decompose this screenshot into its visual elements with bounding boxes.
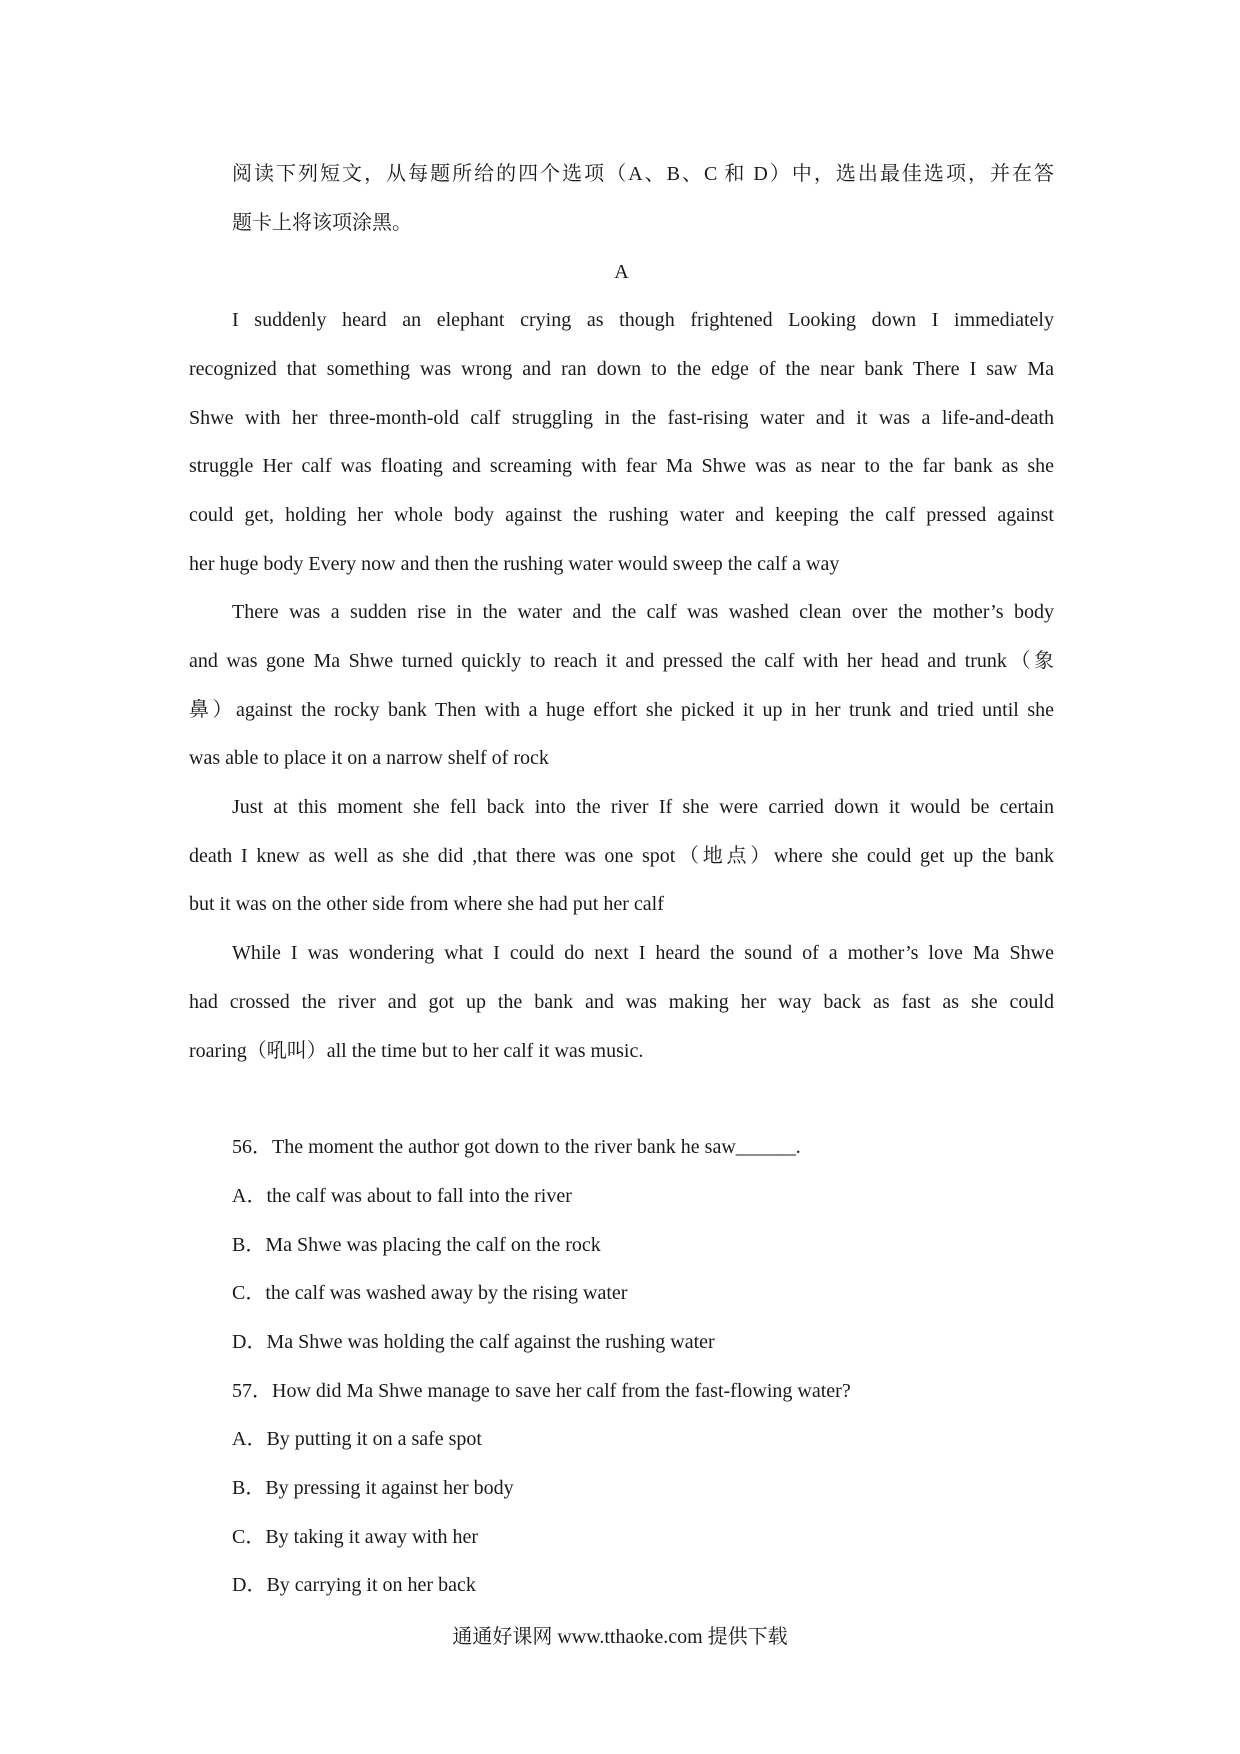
question-57-option-c: C．By taking it away with her [232,1526,479,1548]
question-56-stem: 56．The moment the author got down to the river bank he saw______. [232,1136,801,1158]
passage-line: 鼻）against the rocky bank Then with a huge effort she picked it up in her trunk and tried until she [189,699,1054,721]
instructions-line-2: 题卡上将该项涂黑。 [232,212,412,234]
passage-line: but it was on the other side from where she had put her calf [189,893,664,915]
passage-line: and was gone Ma Shwe turned quickly to reach it and pressed the calf with her head and trunk（象 [189,650,1054,672]
passage-line: I suddenly heard an elephant crying as though frightened Looking down I immediately [232,309,1054,331]
question-56-option-a: A．the calf was about to fall into the river [232,1185,572,1207]
instructions-line-1: 阅读下列短文，从每题所给的四个选项（A、B、C 和 D）中，选出最佳选项，并在答 [232,163,1054,185]
passage-line: had crossed the river and got up the bank and was making her way back as fast as she could [189,991,1054,1013]
question-56-option-c: C．the calf was washed away by the rising water [232,1282,628,1304]
passage-line: her huge body Every now and then the rushing water would sweep the calf a way [189,553,840,575]
passage-line: While I was wondering what I could do next I heard the sound of a mother’s love Ma Shwe [232,942,1054,964]
question-57-stem: 57．How did Ma Shwe manage to save her calf from the fast-flowing water? [232,1380,851,1402]
passage-title: A [614,261,629,283]
passage-line: There was a sudden rise in the water and the calf was washed clean over the mother’s body [232,601,1054,623]
passage-line: was able to place it on a narrow shelf of rock [189,747,549,769]
passage-line: Just at this moment she fell back into the river If she were carried down it would be certain [232,796,1054,818]
question-56-option-b: B．Ma Shwe was placing the calf on the rock [232,1234,601,1256]
question-57-option-b: B．By pressing it against her body [232,1477,514,1499]
passage-line: struggle Her calf was floating and screaming with fear Ma Shwe was as near to the far bank as she [189,455,1054,477]
passage-line: recognized that something was wrong and ran down to the edge of the near bank There I saw Ma [189,358,1054,380]
question-57-option-d: D．By carrying it on her back [232,1574,476,1596]
passage-line: death I knew as well as she did ,that there was one spot（地点）where she could get up the bank [189,845,1054,867]
question-57-option-a: A．By putting it on a safe spot [232,1428,482,1450]
passage-line: roaring（吼叫）all the time but to her calf it was music. [189,1040,644,1062]
passage-line: could get, holding her whole body against the rushing water and keeping the calf pressed against [189,504,1054,526]
question-56-option-d: D．Ma Shwe was holding the calf against the rushing water [232,1331,715,1353]
page-footer: 通通好课网 www.tthaoke.com 提供下载 [452,1626,788,1648]
passage-line: Shwe with her three-month-old calf struggling in the fast-rising water and it was a life-and-death [189,407,1054,429]
